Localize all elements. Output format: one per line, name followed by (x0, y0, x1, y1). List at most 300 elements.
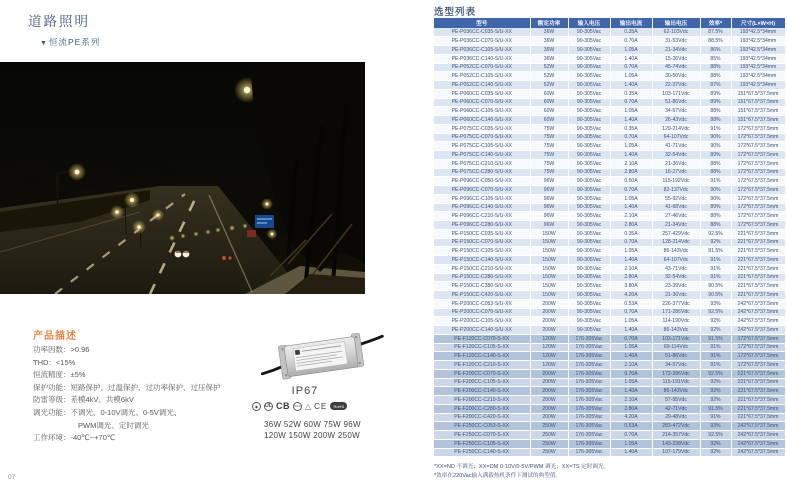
table-cell: 221*67.5*37.5mm (731, 264, 785, 273)
table-cell: 92% (700, 448, 731, 457)
table-cell: 3.80A (610, 282, 652, 291)
table-cell: 92.5% (700, 308, 731, 317)
table-cell: PE-P150CC-C210-S/U-XX (434, 264, 530, 273)
table-cell: 92.5% (700, 369, 731, 378)
table-cell: 172*67.5*37.5mm (731, 159, 785, 168)
table-cell: 1.40A (610, 387, 652, 396)
table-cell: 176-305Vac (568, 422, 610, 431)
table-cell: 242*67.5*37.5mm (731, 431, 785, 440)
table-cell: 172*67.5*37.5mm (731, 343, 785, 352)
table-cell: PE-P075CC-C140-S/U-XX (434, 151, 530, 160)
table-row (434, 203, 785, 212)
table-cell: 242*67.5*37.5mm (731, 326, 785, 335)
table-row (434, 221, 785, 230)
table-cell: 90-305Vac (568, 308, 610, 317)
table-row (434, 439, 785, 448)
column-header: 输入电压 (568, 18, 610, 28)
table-cell: 43-71Vdc (652, 264, 700, 273)
table-cell: 151*67.5*37.5mm (731, 107, 785, 116)
table-cell: 214-357Vdc (652, 431, 700, 440)
table-cell: 115-192Vdc (652, 177, 700, 186)
table-cell: PE-P075CC-C280-S/U-XX (434, 168, 530, 177)
ul-icon: UL (264, 403, 273, 409)
table-cell: 150W (530, 229, 568, 238)
table-cell: 90-305Vac (568, 142, 610, 151)
certification-icons (252, 401, 400, 411)
table-cell: 200W (530, 404, 568, 413)
table-cell: 1.05A (610, 194, 652, 203)
table-cell: 221*67.5*37.5mm (731, 396, 785, 405)
table-cell: 92% (700, 238, 731, 247)
table-cell: 16-27Vdc (652, 168, 700, 177)
table-cell: 42-71Vdc (652, 404, 700, 413)
table-cell: 86% (700, 46, 731, 55)
table-cell: 1.40A (610, 448, 652, 457)
table-cell: 36W (530, 54, 568, 63)
table-cell: 91.5% (700, 247, 731, 256)
model-table-body (434, 28, 785, 457)
table-cell: 90-305Vac (568, 177, 610, 186)
product-description-heading: 产品描述 (33, 331, 77, 342)
table-cell: 90-305Vac (568, 238, 610, 247)
table-cell: 221*67.5*37.5mm (731, 256, 785, 265)
table-cell: 176-305Vac (568, 378, 610, 387)
table-row (434, 396, 785, 405)
table-cell: 96W (530, 194, 568, 203)
table-cell: 2.10A (610, 159, 652, 168)
table-cell: 92% (700, 396, 731, 405)
table-cell: 90-305Vac (568, 159, 610, 168)
series-label: 恒流PE系列 (48, 37, 101, 47)
table-cell: PE-F200CC-C210-S-XX (434, 396, 530, 405)
table-cell: 52W (530, 63, 568, 72)
table-cell: PE-P150CC-C070-S/U-XX (434, 238, 530, 247)
table-cell: 242*67.5*37.5mm (731, 422, 785, 431)
table-cell: 176-305Vac (568, 439, 610, 448)
table-cell: PE-P036CC-C035-S/U-XX (434, 28, 530, 37)
table-cell: 107-179Vdc (652, 448, 700, 457)
table-cell: 129-214Vdc (652, 124, 700, 133)
table-cell: PE-P075CC-C105-S/U-XX (434, 142, 530, 151)
table-cell: 0.70A (610, 334, 652, 343)
table-cell: PE-P200CC-C053-S/U-XX (434, 299, 530, 308)
model-selection-table (434, 18, 786, 457)
table-cell: 242*67.5*37.5mm (731, 439, 785, 448)
table-cell: 221*67.5*37.5mm (731, 282, 785, 291)
table-cell: 1.05A (610, 343, 652, 352)
safety-triangle-icon: △ (305, 401, 312, 411)
table-cell: 2.80A (610, 404, 652, 413)
table-cell: 193*42.5*34mm (731, 46, 785, 55)
table-row (434, 28, 785, 37)
table-cell: 0.53A (610, 299, 652, 308)
table-cell: 2.10A (610, 212, 652, 221)
table-cell: 90-305Vac (568, 247, 610, 256)
table-row (434, 168, 785, 177)
table-cell: 88% (700, 63, 731, 72)
table-cell: 91% (700, 361, 731, 370)
table-cell: 91% (700, 273, 731, 282)
table-cell: 221*67.5*37.5mm (731, 387, 785, 396)
table-cell: 172*67.5*37.5mm (731, 361, 785, 370)
wattage-line-1: 36W 52W 60W 75W 96W (264, 420, 361, 429)
table-row (434, 81, 785, 90)
table-cell: 41-68Vdc (652, 203, 700, 212)
table-row (434, 177, 785, 186)
table-cell: 92.5% (700, 229, 731, 238)
table-cell: 176-305Vac (568, 396, 610, 405)
table-cell: 1.40A (610, 116, 652, 125)
table-cell: 2.80A (610, 168, 652, 177)
column-header: 额定功率 (530, 18, 568, 28)
table-cell: 172*67.5*37.5mm (731, 203, 785, 212)
table-cell: 90-305Vac (568, 28, 610, 37)
table-cell: PE-P060CC-C140-S/U-XX (434, 116, 530, 125)
table-cell: 2.10A (610, 361, 652, 370)
table-cell: PE-F120CC-C070-S-XX (434, 334, 530, 343)
table-cell: 0.70A (610, 238, 652, 247)
table-cell: 176-305Vac (568, 431, 610, 440)
table-cell: PE-P060CC-C070-S/U-XX (434, 98, 530, 107)
spec-line: 工作环境：-40℃~+70℃ (33, 433, 116, 443)
table-cell: 21-36Vdc (652, 159, 700, 168)
table-cell: 88% (700, 168, 731, 177)
spec-line: THD：<15% (33, 357, 76, 367)
table-cell: 1.40A (610, 326, 652, 335)
table-cell: 52W (530, 81, 568, 90)
table-cell: PE-P200CC-C105-S/U-XX (434, 317, 530, 326)
table-cell: 90% (700, 133, 731, 142)
table-cell: 88% (700, 107, 731, 116)
table-cell: 172*67.5*37.5mm (731, 221, 785, 230)
column-header: 输出电流 (610, 18, 652, 28)
table-cell: 1.05A (610, 247, 652, 256)
table-row (434, 194, 785, 203)
table-row (434, 159, 785, 168)
table-cell: PE-F200CC-C105-S-XX (434, 378, 530, 387)
table-cell: 150W (530, 282, 568, 291)
table-cell: PE-F120CC-C210-S-XX (434, 361, 530, 370)
table-row (434, 133, 785, 142)
rohs-icon: RoHS (330, 402, 347, 410)
table-cell: 2.10A (610, 396, 652, 405)
table-cell: 91.5% (700, 404, 731, 413)
table-cell: 176-305Vac (568, 334, 610, 343)
table-cell: 27-46Vdc (652, 212, 700, 221)
table-cell: PE-P096CC-C140-S/U-XX (434, 203, 530, 212)
table-cell: 176-305Vac (568, 361, 610, 370)
table-cell: 87.5% (700, 28, 731, 37)
table-cell: PE-F250CC-C070-S-XX (434, 431, 530, 440)
table-row (434, 116, 785, 125)
table-row (434, 317, 785, 326)
table-cell: PE-F120CC-C105-S-XX (434, 343, 530, 352)
table-cell: 75W (530, 151, 568, 160)
table-cell: PE-P052CC-C105-S/U-XX (434, 72, 530, 81)
table-row (434, 378, 785, 387)
table-cell: 88.5% (700, 37, 731, 46)
ccc-icon: CCC (293, 402, 302, 411)
table-row (434, 343, 785, 352)
table-cell: 193*42.5*34mm (731, 54, 785, 63)
table-cell: 221*67.5*37.5mm (731, 378, 785, 387)
table-cell: 200W (530, 308, 568, 317)
table-cell: 2.80A (610, 273, 652, 282)
table-cell: 172*67.5*37.5mm (731, 177, 785, 186)
table-cell: 0.35A (610, 229, 652, 238)
table-cell: 221*67.5*37.5mm (731, 238, 785, 247)
table-cell: 0.70A (610, 98, 652, 107)
table-cell: 21-34Vdc (652, 46, 700, 55)
table-cell: 90-305Vac (568, 273, 610, 282)
table-cell: 23-39Vdc (652, 282, 700, 291)
table-row (434, 229, 785, 238)
table-cell: 96W (530, 203, 568, 212)
table-cell: 90-305Vac (568, 256, 610, 265)
table-cell: 60W (530, 116, 568, 125)
table-cell: 41-71Vdc (652, 142, 700, 151)
table-cell: 150W (530, 247, 568, 256)
table-cell: 151*67.5*37.5mm (731, 116, 785, 125)
table-cell: 0.70A (610, 133, 652, 142)
table-cell: 90% (700, 186, 731, 195)
table-cell: 250W (530, 431, 568, 440)
table-row (434, 247, 785, 256)
table-cell: 91% (700, 413, 731, 422)
table-row (434, 63, 785, 72)
table-cell: 26-43Vdc (652, 116, 700, 125)
table-cell: 200W (530, 413, 568, 422)
ce-icon: CE (314, 401, 328, 411)
table-row (434, 448, 785, 457)
table-row (434, 37, 785, 46)
table-cell: PE-P096CC-C105-S/U-XX (434, 194, 530, 203)
table-cell: PE-P096CC-C070-S/U-XX (434, 186, 530, 195)
table-cell: 90-305Vac (568, 124, 610, 133)
table-cell: 29-48Vdc (652, 413, 700, 422)
table-cell: 250W (530, 422, 568, 431)
table-cell: 90-305Vac (568, 116, 610, 125)
table-row (434, 369, 785, 378)
table-cell: 89% (700, 151, 731, 160)
table-row (434, 326, 785, 335)
table-cell: 2.80A (610, 221, 652, 230)
column-header: 效率* (700, 18, 731, 28)
table-cell: 90-305Vac (568, 264, 610, 273)
table-row (434, 107, 785, 116)
table-cell: 92% (700, 378, 731, 387)
table-cell: 172*67.5*37.5mm (731, 133, 785, 142)
table-cell: 90-305Vac (568, 194, 610, 203)
table-row (434, 212, 785, 221)
table-cell: 36W (530, 37, 568, 46)
table-cell: 150W (530, 291, 568, 300)
table-cell: 4.20A (610, 291, 652, 300)
table-cell: 15-26Vdc (652, 54, 700, 63)
table-cell: 75W (530, 124, 568, 133)
table-cell: 0.35A (610, 28, 652, 37)
product-summary-block (250, 328, 400, 441)
table-cell: 151*67.5*37.5mm (731, 98, 785, 107)
table-cell: 88% (700, 72, 731, 81)
table-cell: 91% (700, 264, 731, 273)
table-cell: 176-305Vac (568, 404, 610, 413)
table-cell: 103-171Vdc (652, 89, 700, 98)
table-cell: PE-P075CC-C035-S/U-XX (434, 124, 530, 133)
table-cell: 21-34Vdc (652, 221, 700, 230)
page-title: 道路照明 (28, 14, 90, 29)
table-cell: 176-305Vac (568, 413, 610, 422)
led-driver-image (256, 328, 388, 384)
table-cell: 2.10A (610, 264, 652, 273)
triangle-down-icon: ▼ (40, 40, 48, 47)
table-cell: 0.50A (610, 177, 652, 186)
table-row (434, 291, 785, 300)
selection-table-title: 选型列表 (434, 7, 477, 18)
table-cell: 1.05A (610, 378, 652, 387)
table-cell: 60W (530, 98, 568, 107)
table-row (434, 256, 785, 265)
table-cell: PE-P075CC-C070-S/U-XX (434, 133, 530, 142)
table-row (434, 264, 785, 273)
table-cell: 64-107Vdc (652, 133, 700, 142)
table-cell: PE-F200CC-C070-S-XX (434, 369, 530, 378)
table-cell: 32-54Vdc (652, 273, 700, 282)
table-row (434, 186, 785, 195)
table-cell: 221*67.5*37.5mm (731, 413, 785, 422)
table-cell: 90-305Vac (568, 203, 610, 212)
table-cell: 90-305Vac (568, 98, 610, 107)
table-row (434, 142, 785, 151)
table-cell: 32-54Vdc (652, 151, 700, 160)
table-cell: 55-92Vdc (652, 194, 700, 203)
table-cell: 221*67.5*37.5mm (731, 404, 785, 413)
table-cell: 193*42.5*34mm (731, 72, 785, 81)
table-cell: 34-57Vdc (652, 361, 700, 370)
table-cell: 90-305Vac (568, 317, 610, 326)
product-spec-list (33, 344, 221, 445)
table-cell: 91.5% (700, 334, 731, 343)
table-cell: PE-P036CC-C140-S/U-XX (434, 54, 530, 63)
table-cell: 21-36Vdc (652, 291, 700, 300)
table-cell: 172*67.5*37.5mm (731, 212, 785, 221)
spec-line: 功率因数：>0.96 (33, 345, 90, 354)
table-row (434, 89, 785, 98)
wattage-line-2: 120W 150W 200W 250W (264, 431, 360, 440)
table-cell: 88% (700, 221, 731, 230)
table-cell: 1.40A (610, 352, 652, 361)
table-cell: 36W (530, 28, 568, 37)
table-cell: 1.40A (610, 81, 652, 90)
table-cell: 176-305Vac (568, 448, 610, 457)
table-cell: 90-305Vac (568, 299, 610, 308)
page-number: 07 (8, 474, 16, 481)
table-cell: 96W (530, 212, 568, 221)
table-cell: 1.05A (610, 317, 652, 326)
table-cell: 36W (530, 46, 568, 55)
table-cell: 193*42.5*34mm (731, 81, 785, 90)
table-cell: 75W (530, 168, 568, 177)
table-cell: 221*67.5*37.5mm (731, 291, 785, 300)
table-cell: 200W (530, 317, 568, 326)
table-cell: 1.05A (610, 142, 652, 151)
table-cell: 90-305Vac (568, 46, 610, 55)
table-cell: 172-286Vdc (652, 369, 700, 378)
table-cell: 200W (530, 369, 568, 378)
table-cell: PE-P200CC-C140-S/U-XX (434, 326, 530, 335)
table-cell: 82-137Vdc (652, 186, 700, 195)
table-cell: 150W (530, 264, 568, 273)
table-cell: 0.70A (610, 431, 652, 440)
table-row (434, 124, 785, 133)
table-row (434, 273, 785, 282)
table-cell: 150W (530, 256, 568, 265)
table-cell: 1.05A (610, 439, 652, 448)
table-row (434, 72, 785, 81)
table-cell: 120W (530, 361, 568, 370)
table-cell: 172*67.5*37.5mm (731, 352, 785, 361)
table-cell: PE-F250CC-C140-S-XX (434, 448, 530, 457)
table-cell: 90-305Vac (568, 282, 610, 291)
table-cell: PE-P200CC-C070-S/U-XX (434, 308, 530, 317)
table-cell: 128-214Vdc (652, 238, 700, 247)
table-cell: 120W (530, 343, 568, 352)
table-cell: 96W (530, 221, 568, 230)
table-cell: 90-305Vac (568, 291, 610, 300)
table-row (434, 334, 785, 343)
table-cell: PE-F250CC-C105-S-XX (434, 439, 530, 448)
table-cell: 51-86Vdc (652, 352, 700, 361)
table-row (434, 404, 785, 413)
table-cell: 86-143Vdc (652, 387, 700, 396)
table-cell: 90-305Vac (568, 89, 610, 98)
table-cell: 171-286Vdc (652, 308, 700, 317)
table-cell: 31-53Vdc (652, 37, 700, 46)
table-cell: 62-103Vdc (652, 28, 700, 37)
table-cell: 92% (700, 326, 731, 335)
table-cell: 172*67.5*37.5mm (731, 124, 785, 133)
table-cell: 88% (700, 116, 731, 125)
table-cell: 51-86Vdc (652, 98, 700, 107)
table-cell: 114-190Vdc (652, 317, 700, 326)
table-cell: 4.20A (610, 413, 652, 422)
table-cell: 89% (700, 203, 731, 212)
table-cell: PE-F200CC-C140-S-XX (434, 387, 530, 396)
table-cell: 60W (530, 107, 568, 116)
cb-icon: CB (276, 401, 290, 411)
table-cell: 172*67.5*37.5mm (731, 186, 785, 195)
table-cell: 90-305Vac (568, 63, 610, 72)
table-cell: 90-305Vac (568, 212, 610, 221)
table-cell: 283-472Vdc (652, 422, 700, 431)
table-cell: 200W (530, 326, 568, 335)
table-cell: 90% (700, 142, 731, 151)
table-cell: 0.35A (610, 124, 652, 133)
table-cell: 172*67.5*37.5mm (731, 168, 785, 177)
table-cell: 90.5% (700, 282, 731, 291)
table-cell: PE-P150CC-C380-S/U-XX (434, 282, 530, 291)
table-cell: PE-P096CC-C210-S/U-XX (434, 212, 530, 221)
spec-line: 保护功能：短路保护、过温保护、过功率保护、过压保护 (33, 382, 221, 392)
table-cell: 0.35A (610, 89, 652, 98)
table-row (434, 299, 785, 308)
table-cell: 30-50Vdc (652, 72, 700, 81)
table-cell: 120W (530, 334, 568, 343)
table-row (434, 238, 785, 247)
table-cell: 250W (530, 448, 568, 457)
table-cell: 176-305Vac (568, 352, 610, 361)
table-cell: 242*67.5*37.5mm (731, 317, 785, 326)
